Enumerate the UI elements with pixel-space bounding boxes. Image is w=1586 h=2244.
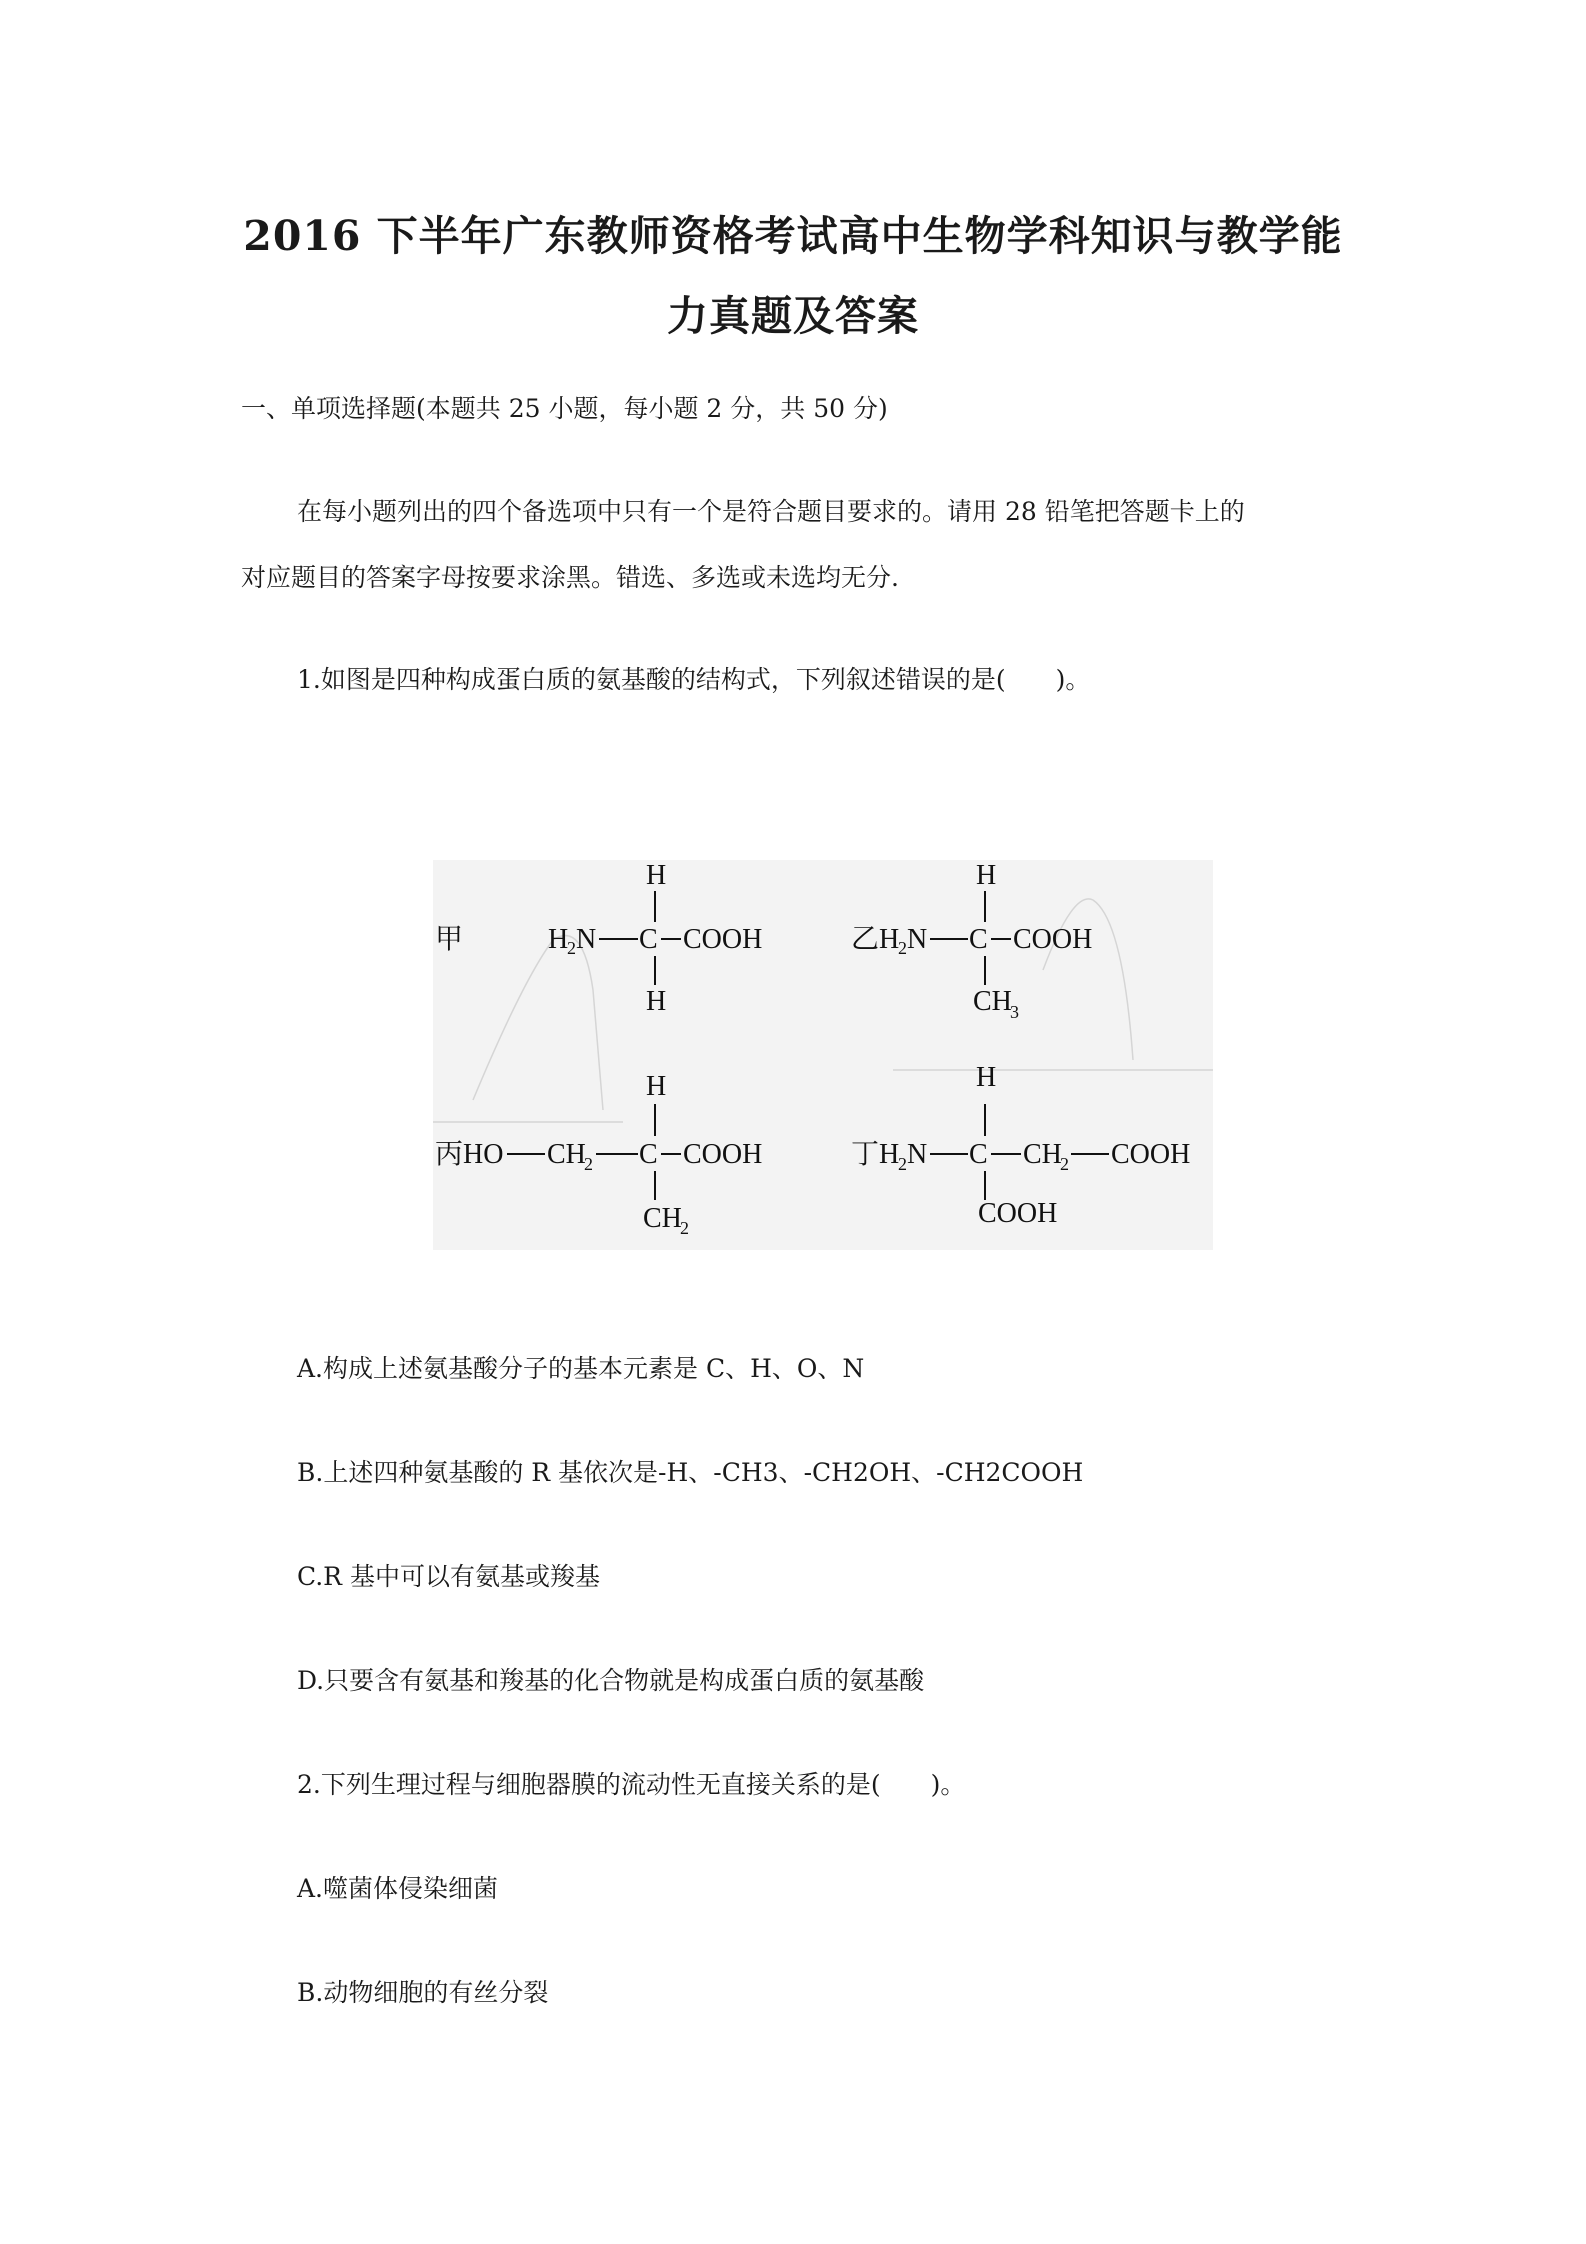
structure-label-yi: 乙 [851,924,880,955]
question-2-stem: 2.下列生理过程与细胞器膜的流动性无直接关系的是( )。 [297,1770,966,1799]
question-2-option-a: A.噬菌体侵染细菌 [297,1874,499,1903]
jia-bottom-h: H [646,986,667,1017]
bing-ch: CH [547,1139,586,1170]
question-1-option-a: A.构成上述氨基酸分子的基本元素是 C、H、O、N [297,1354,865,1383]
amino-acid-structure-diagram [433,860,1213,1250]
amino-acid-structure-figure [433,860,1213,1250]
section-heading: 一、单项选择题(本题共 25 小题，每小题 2 分，共 50 分) [241,394,888,423]
ding-ch: CH [1023,1139,1062,1170]
instruction-line-1: 在每小题列出的四个备选项中只有一个是符合题目要求的。请用 28 铅笔把答题卡上的 [297,497,1245,526]
bing-bottom-ch: CH [643,1203,682,1234]
question-1-option-d: D.只要含有氨基和羧基的化合物就是构成蛋白质的氨基酸 [297,1666,925,1695]
document-title-line-1: 2016 下半年广东教师资格考试高中生物学科知识与教学能 [243,212,1343,260]
jia-amino-n: N [576,924,597,955]
structure-label-jia: 甲 [435,924,464,955]
document-title-line-2: 力真题及答案 [667,292,919,340]
ding-alpha-c: C [969,1139,988,1170]
ding-top-h: H [976,1062,997,1093]
ding-amino-sub: 2 [898,1154,907,1174]
ding-ch-sub: 2 [1060,1154,1069,1174]
question-2-option-b: B.动物细胞的有丝分裂 [297,1978,549,2007]
ding-bottom-cooh: COOH [978,1198,1058,1229]
question-1-option-b: B.上述四种氨基酸的 R 基依次是-H、-CH3、-CH2OH、-CH2COOH [297,1458,1084,1487]
bing-bottom-ch-sub: 2 [680,1218,689,1238]
structure-label-ding: 丁 [851,1139,880,1170]
bing-cooh: COOH [683,1139,763,1170]
ding-side-cooh: COOH [1111,1139,1191,1170]
yi-ch-sub: 3 [1010,1002,1019,1022]
yi-amino-h: H [879,924,900,955]
bing-ho: HO [463,1139,504,1170]
ding-amino-h: H [879,1139,900,1170]
yi-top-h: H [976,860,997,891]
question-1-stem: 1.如图是四种构成蛋白质的氨基酸的结构式，下列叙述错误的是( )。 [297,665,1091,694]
yi-cooh: COOH [1013,924,1093,955]
bing-top-h: H [646,1071,667,1102]
jia-cooh: COOH [683,924,763,955]
instruction-line-2: 对应题目的答案字母按要求涂黑。错选、多选或未选均无分. [241,563,899,592]
jia-alpha-c: C [639,924,658,955]
jia-amino-h: H [548,924,569,955]
yi-ch: CH [973,986,1012,1017]
scan-artifact-trace [473,936,603,1110]
yi-alpha-c: C [969,924,988,955]
jia-top-h: H [646,860,667,891]
bing-ch-sub: 2 [584,1154,593,1174]
structure-label-bing: 丙 [435,1139,464,1170]
ding-amino-n: N [907,1139,928,1170]
bing-alpha-c: C [639,1139,658,1170]
yi-amino-sub: 2 [898,938,907,958]
question-1-option-c: C.R 基中可以有氨基或羧基 [297,1562,600,1591]
yi-amino-n: N [907,924,928,955]
jia-amino-sub: 2 [567,938,576,958]
